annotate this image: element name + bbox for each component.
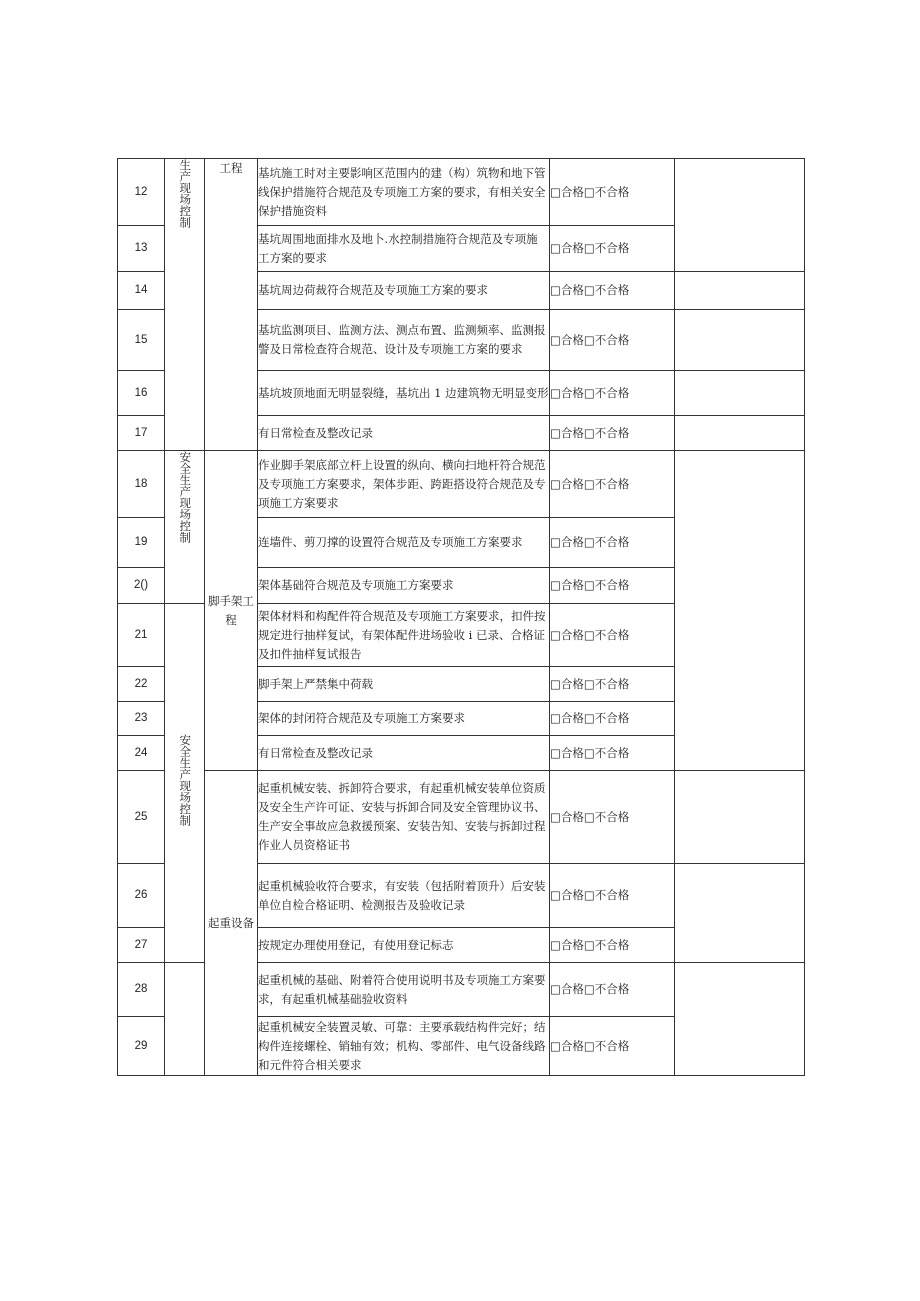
check-item: 有日常检查及整改记录 — [258, 416, 550, 451]
check-item: 起重机械安全装置灵敏、可靠：主要承载结构件完好；结构件连接螺栓、销轴有效；机构、零部件、电气设备线路和元件符合相关要求 — [258, 1017, 550, 1076]
result-checkboxes[interactable]: □合格□不合格 — [550, 963, 675, 1017]
row-number: 15 — [118, 310, 165, 371]
check-item: 脚手架上严禁集中荷载 — [258, 667, 550, 702]
check-item: 起重机械安装、拆卸符合要求，有起重机械安装单位资质及安全生产许可证、安装与拆卸合同及安全管理协议书、生产安全事故应急救援预案、安装告知、安装与拆卸过程作业人员资格证书 — [258, 771, 550, 864]
row-number: 16 — [118, 371, 165, 416]
row-number: 2() — [118, 568, 165, 604]
section-cell — [165, 159, 205, 451]
section-cell — [165, 451, 205, 604]
row-number: 12 — [118, 159, 165, 226]
row-number: 23 — [118, 702, 165, 736]
section-label: 生产现场控制 — [178, 159, 193, 228]
table-row — [118, 771, 805, 864]
row-number: 22 — [118, 667, 165, 702]
category-label: 脚手架工程 — [208, 593, 254, 627]
row-number: 27 — [118, 928, 165, 963]
category-cell — [205, 771, 258, 1076]
remark-cell[interactable] — [675, 310, 805, 371]
result-checkboxes[interactable]: □合格□不合格 — [550, 272, 675, 310]
remark-cell[interactable] — [675, 272, 805, 310]
check-item: 架体基础符合规范及专项施工方案要求 — [258, 568, 550, 604]
check-item: 连墙件、剪刀撑的设置符合规范及专项施工方案要求 — [258, 518, 550, 568]
check-item: 基坑坡顶地面无明显裂缝，基坑出 1 边建筑物无明显变形 — [258, 371, 550, 416]
row-number: 18 — [118, 451, 165, 518]
result-checkboxes[interactable]: □合格□不合格 — [550, 736, 675, 771]
result-checkboxes[interactable]: □合格□不合格 — [550, 568, 675, 604]
result-checkboxes[interactable]: □合格□不合格 — [550, 928, 675, 963]
section-cell — [165, 604, 205, 963]
check-item: 按规定办理使用登记，有使用登记标志 — [258, 928, 550, 963]
table-row — [118, 159, 805, 226]
remark-cell[interactable] — [675, 451, 805, 771]
remark-cell[interactable] — [675, 963, 805, 1076]
row-number: 17 — [118, 416, 165, 451]
result-checkboxes[interactable]: □合格□不合格 — [550, 604, 675, 667]
check-item: 作业脚手架底部立杆上设置的纵向、横向扫地杆符合规范及专项施工方案要求，架体步距、跨距搭设符合规范及专项施工方案要求 — [258, 451, 550, 518]
check-item: 架体材料和构配件符合规范及专项施工方案要求，扣件按规定进行抽样复试，有架体配件进场验收 i 已录、合格证及扣件抽样复试报告 — [258, 604, 550, 667]
check-item: 基坑周边荷裁符合规范及专项施工方案的要求 — [258, 272, 550, 310]
row-number: 13 — [118, 226, 165, 272]
row-number: 25 — [118, 771, 165, 864]
category-label: 起重设备 — [208, 915, 254, 930]
category-cell — [205, 159, 258, 451]
section-cell — [165, 963, 205, 1076]
section-label: 安全生产现场控制 — [178, 451, 193, 543]
result-checkboxes[interactable]: □合格□不合格 — [550, 416, 675, 451]
result-checkboxes[interactable]: □合格□不合格 — [550, 702, 675, 736]
check-item: 基坑监测项目、监测方法、测点布置、监测频率、监测报警及日常检查符合规范、设计及专项施工方案的要求 — [258, 310, 550, 371]
section-label: 安全生产现场控制 — [178, 734, 193, 826]
row-number: 21 — [118, 604, 165, 667]
remark-cell[interactable] — [675, 864, 805, 963]
check-item: 起重机械验收符合要求，有安装（包括附着顶升）后安装单位自检合格证明、检测报告及验收记录 — [258, 864, 550, 928]
row-number: 28 — [118, 963, 165, 1017]
result-checkboxes[interactable]: □合格□不合格 — [550, 518, 675, 568]
check-item: 基坑施工时对主要影响区范围内的建（构）筑物和地下管线保护措施符合规范及专项施工方案的要求，有相关安全保护措施资料 — [258, 159, 550, 226]
result-checkboxes[interactable]: □合格□不合格 — [550, 771, 675, 864]
row-number: 19 — [118, 518, 165, 568]
check-item: 起重机械的基础、附着符合使用说明书及专项施工方案要求，有起重机械基础验收资料 — [258, 963, 550, 1017]
remark-cell[interactable] — [675, 771, 805, 864]
check-item: 有日常检查及整改记录 — [258, 736, 550, 771]
result-checkboxes[interactable]: □合格□不合格 — [550, 451, 675, 518]
result-checkboxes[interactable]: □合格□不合格 — [550, 667, 675, 702]
table-row — [118, 451, 805, 518]
row-number: 24 — [118, 736, 165, 771]
result-checkboxes[interactable]: □合格□不合格 — [550, 1017, 675, 1076]
result-checkboxes[interactable]: □合格□不合格 — [550, 310, 675, 371]
row-number: 14 — [118, 272, 165, 310]
inspection-checklist-table — [117, 158, 805, 1076]
result-checkboxes[interactable]: □合格□不合格 — [550, 159, 675, 226]
check-item: 架体的封闭符合规范及专项施工方案要求 — [258, 702, 550, 736]
row-number: 29 — [118, 1017, 165, 1076]
row-number: 26 — [118, 864, 165, 928]
result-checkboxes[interactable]: □合格□不合格 — [550, 226, 675, 272]
remark-cell[interactable] — [675, 159, 805, 272]
check-item: 基坑周围地面排水及地卜.水控制措施符合规范及专项施工方案的要求 — [258, 226, 550, 272]
category-label: 工程 — [219, 161, 243, 175]
result-checkboxes[interactable]: □合格□不合格 — [550, 371, 675, 416]
remark-cell[interactable] — [675, 371, 805, 416]
remark-cell[interactable] — [675, 416, 805, 451]
result-checkboxes[interactable]: □合格□不合格 — [550, 864, 675, 928]
category-cell — [205, 451, 258, 771]
